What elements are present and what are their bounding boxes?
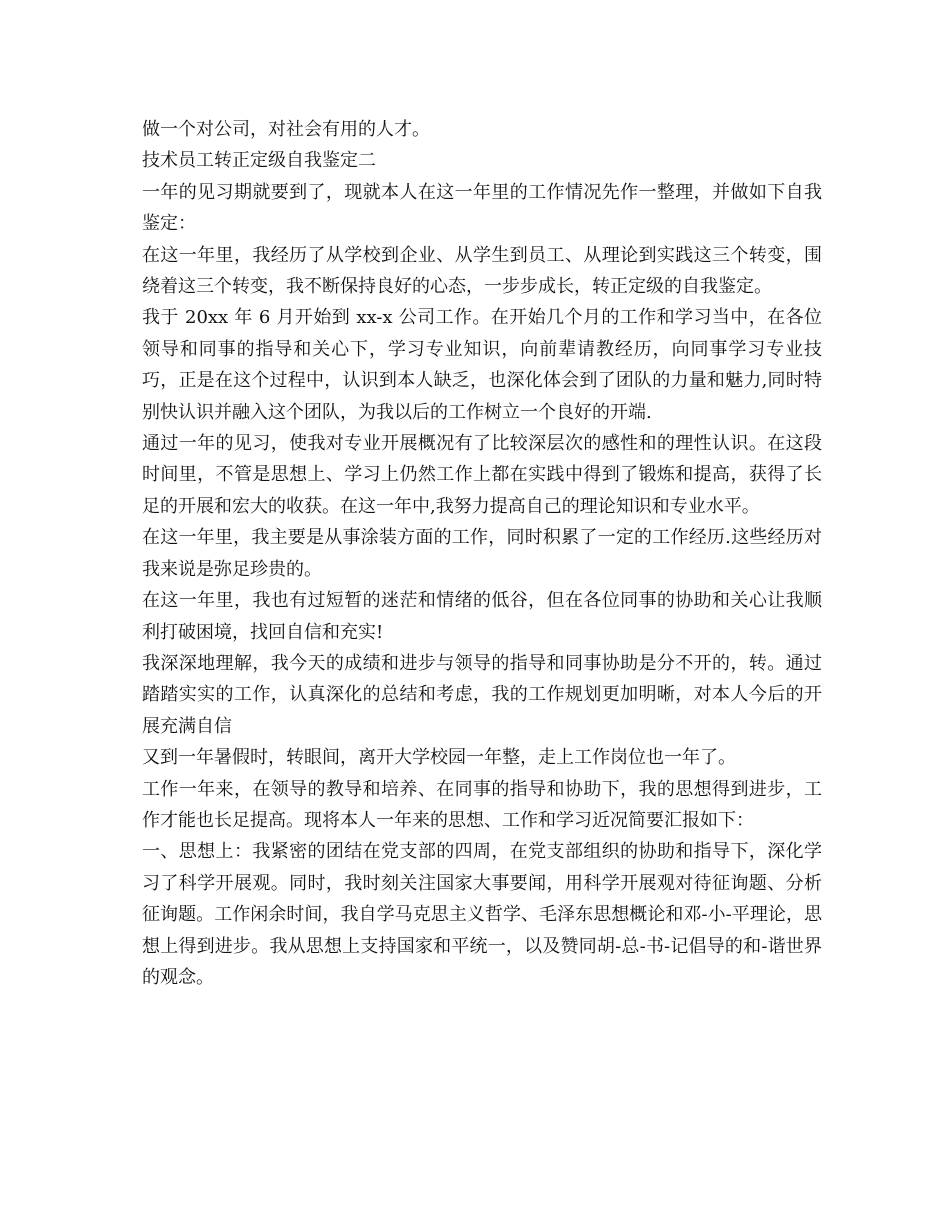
paragraph-gratitude: 我深深地理解，我今天的成绩和进步与领导的指导和同事协助是分不开的，转。通过踏踏实实的工作，认真深化的总结和考虑，我的工作规划更加明晰，对本人今后的开展充满自信 xyxy=(142,652,822,737)
document-body xyxy=(142,114,822,993)
section-heading: 技术员工转正定级自我鉴定二 xyxy=(142,150,376,172)
paragraph-internship: 通过一年的见习，使我对专业开展概况有了比较深层次的感性和的理性认识。在这段时间里，不管是思想上、学习上仍然工作上都在实践中得到了锻炼和提高，获得了长足的开展和宏大的收获。在这一年中,我努力提高自己的理论知识和专业水平。 xyxy=(142,433,822,517)
paragraph-ideology: 一、思想上：我紧密的团结在党支部的四周，在党支部组织的协助和指导下，深化学习了科学开展观。同时，我时刻关注国家大事要闻，用科学开展观对待征询题、分析征询题。工作闲余时间，我自学马克思主义哲学、毛泽东思想概论和邓-小-平理论，思想上得到进步。我从思想上支持国家和平统一，以及赞同胡-总-书-记倡导的和-谐世界的观念。 xyxy=(142,841,822,988)
paragraph-intro: 一年的见习期就要到了，现就本人在这一年里的工作情况先作一整理，并做如下自我鉴定： xyxy=(142,181,822,235)
paragraph-transitions: 在这一年里，我经历了从学校到企业、从学生到员工、从理论到实践这三个转变，围绕着这三个转变，我不断保持良好的心态，一步步成长，转正定级的自我鉴定。 xyxy=(142,244,822,298)
paragraph-year-report: 工作一年来，在领导的教导和培养、在同事的指导和协助下，我的思想得到进步，工作才能也长足提高。现将本人一年来的思想、工作和学习近况简要汇报如下： xyxy=(142,778,822,831)
paragraph-summer: 又到一年暑假时，转眼间，离开大学校园一年整，走上工作岗位也一年了。 xyxy=(142,747,736,769)
paragraph-start-work: 我于 20xx 年 6 月开始到 xx-x 公司工作。在开始几个月的工作和学习当中，在各位领导和同事的指导和关心下，学习专业知识，向前辈请教经历，向同事学习专业技巧，正是在这个过程中，认识到本人缺乏，也深化体会到了团队的力量和魅力,同时特别快认识并融入这个团队，为我以后的工作树立一个良好的开端. xyxy=(142,307,822,423)
paragraph-coating-work: 在这一年里，我主要是从事涂装方面的工作，同时积累了一定的工作经历.这些经历对我来说是弥足珍贵的。 xyxy=(142,527,822,580)
paragraph-low-period: 在这一年里，我也有过短暂的迷茫和情绪的低谷，但在各位同事的协助和关心让我顺利打破困境，找回自信和充实! xyxy=(142,590,822,643)
paragraph-closing-line: 做一个对公司，对社会有用的人才。 xyxy=(142,119,430,140)
